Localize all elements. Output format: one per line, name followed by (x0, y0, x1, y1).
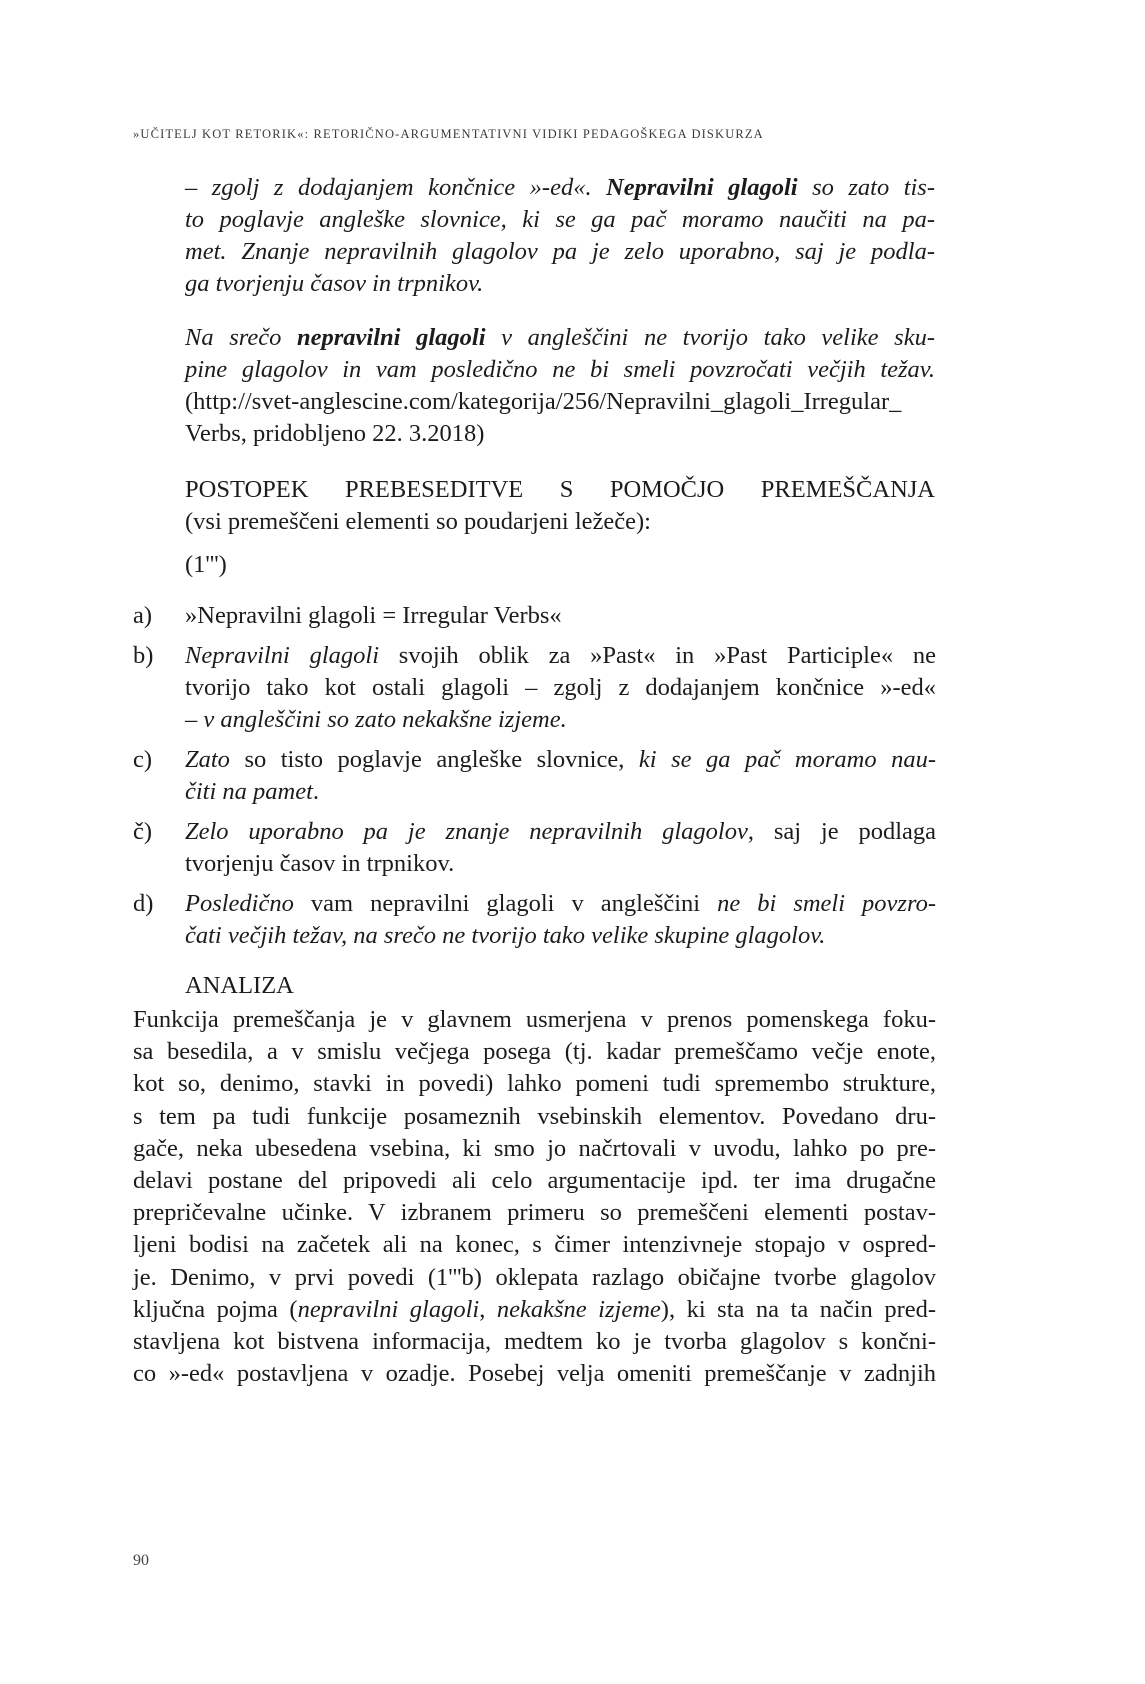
page-number: 90 (133, 1552, 149, 1569)
rephrasing-list (133, 600, 936, 960)
text-line: ključna pojma (nepravilni glagoli, nekakšne izjeme), ki sta na ta način pred- (133, 1295, 937, 1323)
text-line: ljeni bodisi na začetek ali na konec, s čimer intenzivneje stopajo v ospred- (133, 1231, 936, 1259)
text-line: tvorjenju časov in trpnikov. (185, 850, 455, 877)
bold-term: Nepravilni glagoli (606, 174, 798, 201)
text-line: čiti na pamet. (185, 778, 320, 805)
text-line: čati večjih težav, na srečo ne tvorijo tako velike skupine glagolov. (185, 922, 826, 949)
text-line: Funkcija premeščanja je v glavnem usmerjena v prenos pomenskega foku- (133, 1006, 936, 1033)
text-line: – v angleščini so zato nekakšne izjeme. (185, 706, 567, 733)
quote-line: – zgolj z dodajanjem končnice »-ed«. Nepravilni glagoli so zato tis- (185, 174, 936, 201)
list-item-label: c) (133, 746, 153, 773)
text-line: co »-ed« postavljena v ozadje. Posebej velja omeniti premeščanje v zadnjih (133, 1360, 936, 1388)
text-line: »Nepravilni glagoli = Irregular Verbs« (185, 602, 562, 629)
block-quote-1 (185, 172, 935, 300)
quote-line: pine glagolov in vam posledično ne bi smeli povzročati večjih težav. (185, 356, 935, 383)
list-item-label: č) (133, 818, 153, 845)
text-line: Zelo uporabno pa je znanje nepravilnih glagolov, saj je podlaga (185, 818, 936, 845)
text-line: Posledično vam nepravilni glagoli v angleščini ne bi smeli povzro- (185, 890, 936, 917)
text-line: Zato so tisto poglavje angleške slovnice, ki se ga pač moramo nau- (185, 746, 936, 773)
section-heading: ANALIZA (185, 972, 294, 999)
quote-line: Na srečo nepravilni glagoli v angleščini ne tvorijo tako velike sku- (185, 324, 935, 351)
list-item-label: b) (133, 642, 154, 669)
procedure-subtitle: (vsi premeščeni elementi so poudarjeni ležeče): (185, 508, 651, 535)
bold-term: nepravilni glagoli (297, 324, 486, 351)
quote-line: to poglavje angleške slovnice, ki se ga pač moramo naučiti na pa- (185, 206, 935, 233)
source-citation-link[interactable]: (http://svet-anglescine.com/kategorija/256/Nepravilni_glagoli_Irregular_ (185, 388, 902, 415)
list-item (133, 640, 936, 736)
list-item-label: d) (133, 890, 154, 917)
text-line: Nepravilni glagoli svojih oblik za »Past« in »Past Participle« ne (185, 642, 936, 669)
procedure-section (185, 474, 935, 538)
text-line: kot so, denimo, stavki in povedi) lahko pomeni tudi spremembo strukture, (133, 1070, 936, 1098)
text-line: stavljena kot bistvena informacija, medtem ko je tvorba glagolov s končni- (133, 1328, 936, 1356)
running-header: »UČITELJ KOT RETORIK«: RETORIČNO-ARGUMENTATIVNI VIDIKI PEDAGOŠKEGA DISKURZA (133, 127, 764, 141)
list-item (133, 744, 936, 808)
list-item (133, 600, 936, 632)
source-citation: Verbs, pridobljeno 22. 3.2018) (185, 420, 485, 447)
text-line: prepričevalne učinke. V izbranem primeru so premeščeni elementi postav- (133, 1199, 936, 1227)
analysis-paragraph (133, 1004, 936, 1390)
text-line: tvorijo tako kot ostali glagoli – zgolj z dodajanjem končnice »-ed« (185, 674, 936, 701)
text-line: gače, neka ubesedena vsebina, ki smo jo načrtovali v uvodu, lahko po pre- (133, 1134, 936, 1162)
text-line: je. Denimo, v prvi povedi (1'''b) oklepata razlago običajne tvorbe glagolov (133, 1263, 936, 1291)
text-line: s tem pa tudi funkcije posameznih vsebinskih elementov. Povedano dru- (133, 1102, 936, 1130)
text-line: sa besedila, a v smislu večjega posega (tj. kadar premeščamo večje enote, (133, 1038, 936, 1066)
example-number: (1''') (185, 551, 227, 578)
procedure-title: POSTOPEK PREBESEDITVE S POMOČJO PREMEŠČANJA (185, 476, 935, 503)
quote-line: met. Znanje nepravilnih glagolov pa je zelo uporabno, saj je podla- (185, 238, 935, 265)
block-quote-2 (185, 322, 935, 450)
list-item (133, 888, 936, 952)
text-line: delavi postane del pripovedi ali celo argumentacije ipd. ter ima drugačne (133, 1167, 936, 1195)
list-item (133, 816, 936, 880)
quote-line: ga tvorjenju časov in trpnikov. (185, 270, 484, 297)
list-item-label: a) (133, 602, 153, 629)
